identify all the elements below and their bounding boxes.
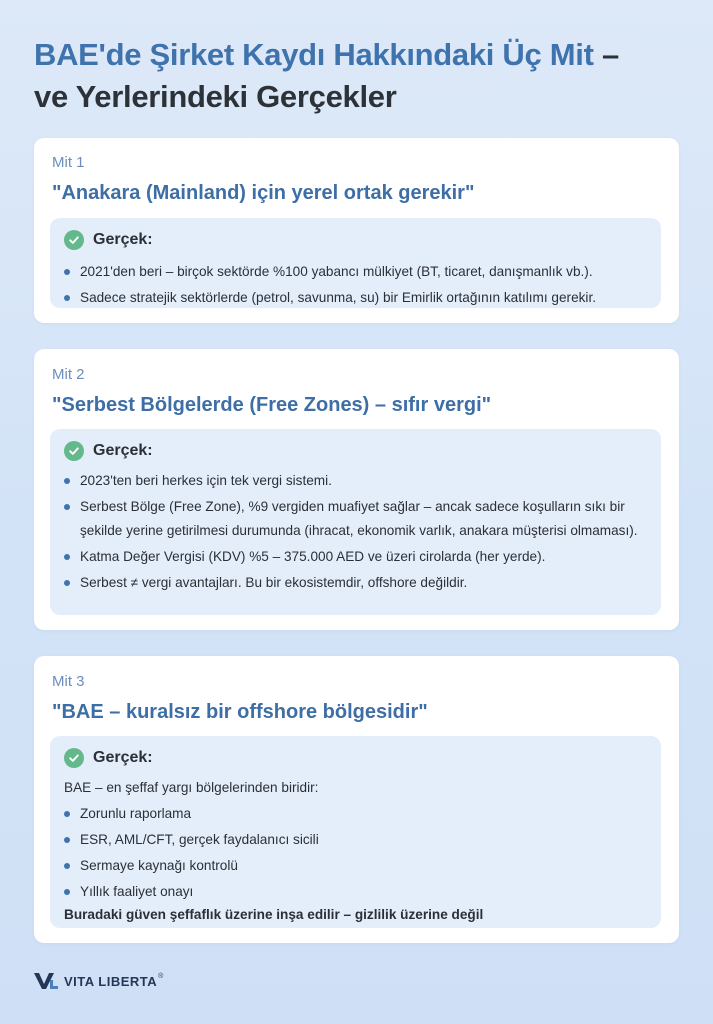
list-item: Sermaye kaynağı kontrolü xyxy=(64,854,647,878)
list-item: 2021'den beri – birçok sektörde %100 yabancı mülkiyet (BT, ticaret, danışmanlık vb.). xyxy=(64,260,647,284)
fact-box xyxy=(50,429,661,615)
list-item: Serbest Bölge (Free Zone), %9 vergiden muafiyet sağlar – ancak sadece koşulların sıkı bir şekilde yerine getirilmesi durumunda (ihracat, ekonomik varlık, anakara müşterisi olmaması). xyxy=(64,495,647,543)
fact-header xyxy=(64,230,153,250)
myth-title: "BAE – kuralsız bir offshore bölgesidir" xyxy=(52,701,428,723)
vita-liberta-logo-icon xyxy=(34,972,58,990)
fact-label: Gerçek: xyxy=(93,231,153,248)
brand-registered-mark: ® xyxy=(158,972,164,980)
list-item: ESR, AML/CFT, gerçek faydalanıcı sicili xyxy=(64,828,647,852)
fact-label: Gerçek: xyxy=(93,442,153,459)
list-item: Katma Değer Vergisi (KDV) %5 – 375.000 AED ve üzeri cirolarda (her yerde). xyxy=(64,545,647,569)
myth-card-3 xyxy=(34,656,679,943)
list-item: Zorunlu raporlama xyxy=(64,802,647,826)
brand-name: VITA LIBERTA xyxy=(64,973,158,989)
fact-box xyxy=(50,736,661,928)
myth-label: Mit 1 xyxy=(52,154,85,171)
myth-title: "Serbest Bölgelerde (Free Zones) – sıfır vergi" xyxy=(52,394,492,416)
fact-header xyxy=(64,441,153,461)
myth-title: "Anakara (Mainland) için yerel ortak gerekir" xyxy=(52,182,475,204)
list-item: 2023'ten beri herkes için tek vergi sistemi. xyxy=(64,469,647,493)
check-circle-icon xyxy=(64,748,84,768)
check-circle-icon xyxy=(64,230,84,250)
list-item: Sadece stratejik sektörlerde (petrol, savunma, su) bir Emirlik ortağının katılımı gerekir. xyxy=(64,286,647,310)
fact-list xyxy=(64,802,647,906)
fact-label: Gerçek: xyxy=(93,749,153,766)
title-line1: BAE'de Şirket Kaydı Hakkındaki Üç Mit xyxy=(34,37,594,72)
myth-label: Mit 2 xyxy=(52,366,85,383)
fact-list xyxy=(64,469,647,597)
myth-label: Mit 3 xyxy=(52,673,85,690)
check-circle-icon xyxy=(64,441,84,461)
myth-card-1 xyxy=(34,138,679,323)
list-item: Yıllık faaliyet onayı xyxy=(64,880,647,904)
title-line2: ve Yerlerindeki Gerçekler xyxy=(34,79,397,114)
fact-header xyxy=(64,748,153,768)
fact-list xyxy=(64,260,647,312)
list-item: Serbest ≠ vergi avantajları. Bu bir ekosistemdir, offshore değildir. xyxy=(64,571,647,595)
fact-closing: Buradaki güven şeffaflık üzerine inşa edilir – gizlilik üzerine değil xyxy=(64,907,484,922)
title-dash: – xyxy=(593,37,619,72)
page-title xyxy=(34,34,684,118)
myth-card-2 xyxy=(34,349,679,630)
fact-box xyxy=(50,218,661,308)
brand-logo xyxy=(34,970,163,992)
fact-intro: BAE – en şeffaf yargı bölgelerinden biridir: xyxy=(64,780,319,795)
